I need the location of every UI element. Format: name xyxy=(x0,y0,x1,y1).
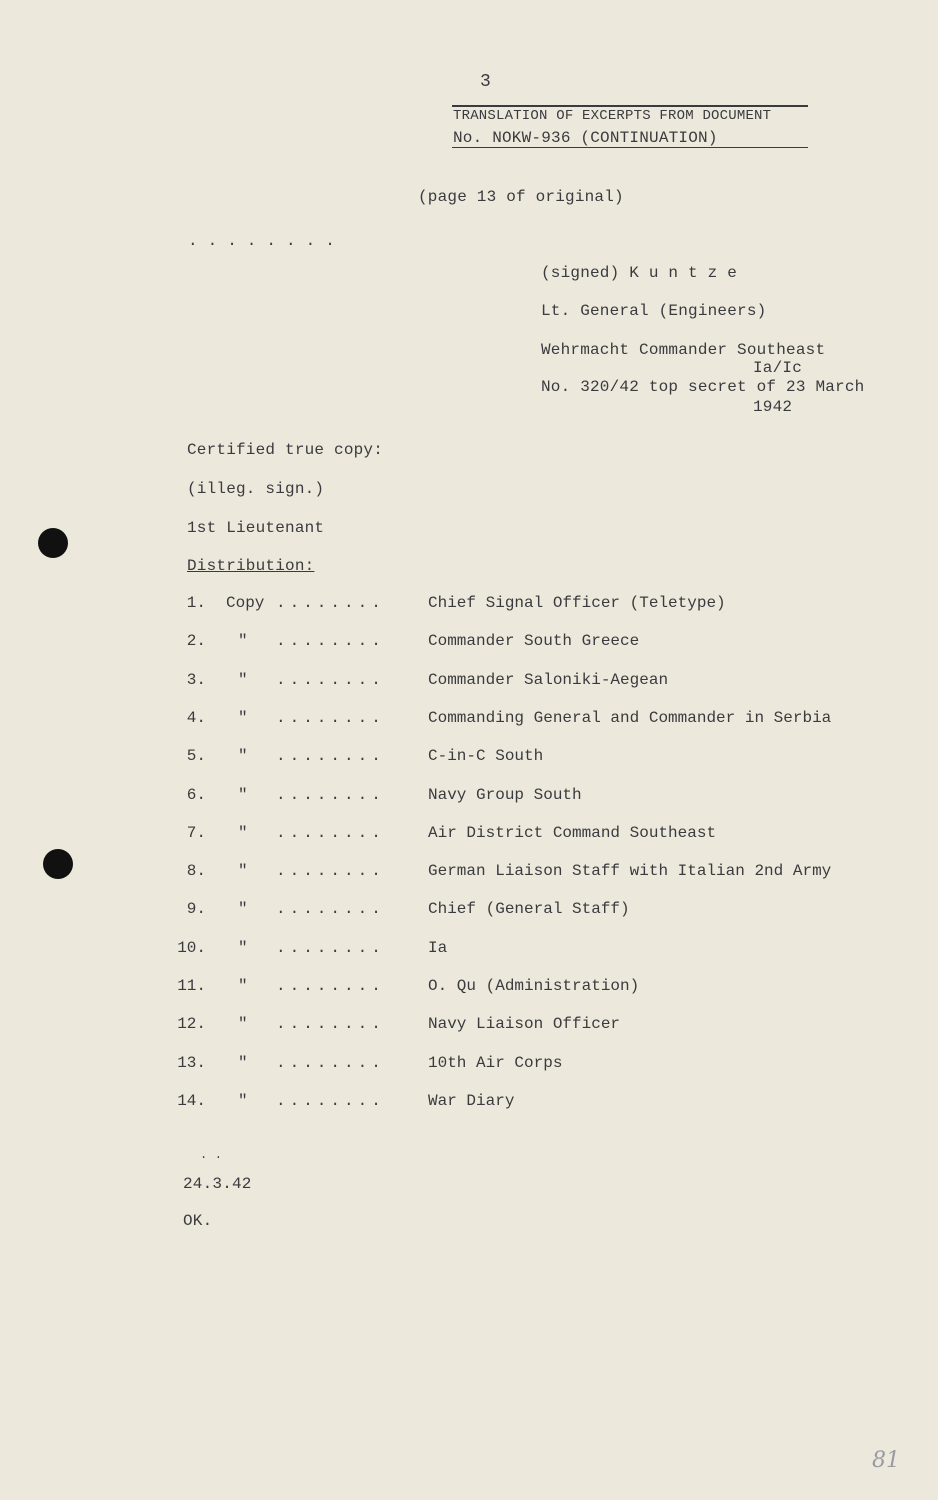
dot-leader: ........ xyxy=(276,900,385,918)
distribution-number: 5. xyxy=(186,747,206,765)
ditto-mark: " xyxy=(238,939,248,957)
ditto-mark: " xyxy=(238,632,248,650)
distribution-number: 8. xyxy=(186,862,206,880)
signer-rank: Lt. General (Engineers) xyxy=(541,302,767,320)
distribution-number: 12. xyxy=(177,1015,206,1033)
footer-date: 24.3.42 xyxy=(183,1175,252,1193)
distribution-recipient: Commanding General and Commander in Serbia xyxy=(428,709,832,727)
ditto-mark: " xyxy=(238,862,248,880)
footer-dots: . . xyxy=(200,1148,223,1162)
dot-leader: ........ xyxy=(276,939,385,957)
ditto-mark: " xyxy=(238,671,248,689)
ditto-mark: " xyxy=(238,747,248,765)
dot-leader: ........ xyxy=(276,709,385,727)
distribution-number: 6. xyxy=(186,786,206,804)
certified-copy: Certified true copy: xyxy=(187,441,384,459)
source-page-note: (page 13 of original) xyxy=(418,188,624,206)
distribution-number: 1. xyxy=(186,594,206,612)
distribution-number: 2. xyxy=(186,632,206,650)
distribution-recipient: O. Qu (Administration) xyxy=(428,977,640,995)
distribution-number: 4. xyxy=(186,709,206,727)
copy-word: Copy xyxy=(226,594,265,612)
distribution-recipient: Commander Saloniki-Aegean xyxy=(428,671,669,689)
page-number: 3 xyxy=(480,72,492,92)
signer-section: Ia/Ic xyxy=(753,359,803,377)
ditto-mark: " xyxy=(238,1054,248,1072)
title-rule-top xyxy=(452,105,808,107)
dot-leader: ........ xyxy=(276,862,385,880)
distribution-recipient: Chief (General Staff) xyxy=(428,900,630,918)
certifier-rank: 1st Lieutenant xyxy=(187,519,325,537)
ditto-mark: " xyxy=(238,1015,248,1033)
distribution-recipient: German Liaison Staff with Italian 2nd Army xyxy=(428,862,832,880)
dot-leader: ........ xyxy=(276,671,385,689)
dot-leader: ........ xyxy=(276,1092,385,1110)
ditto-mark: " xyxy=(238,1092,248,1110)
dot-leader: ........ xyxy=(276,824,385,842)
title-rule-bottom xyxy=(452,147,808,148)
distribution-recipient: Ia xyxy=(428,939,448,957)
ditto-mark: " xyxy=(238,709,248,727)
signer-office: Wehrmacht Commander Southeast xyxy=(541,341,826,359)
dot-leader: ........ xyxy=(276,594,385,612)
ditto-mark: " xyxy=(238,786,248,804)
dot-leader: ........ xyxy=(276,632,385,650)
distribution-recipient: Air District Command Southeast xyxy=(428,824,717,842)
dot-leader: ........ xyxy=(276,786,385,804)
omission-ellipsis: . . . . . . . . xyxy=(188,232,336,250)
distribution-recipient: Chief Signal Officer (Teletype) xyxy=(428,594,726,612)
handwritten-page-number: 81 xyxy=(872,1448,900,1473)
dot-leader: ........ xyxy=(276,1054,385,1072)
reference-year: 1942 xyxy=(753,398,793,416)
distribution-recipient: Navy Group South xyxy=(428,786,582,804)
ditto-mark: " xyxy=(238,900,248,918)
illegible-signature: (illeg. sign.) xyxy=(187,480,325,498)
distribution-number: 3. xyxy=(186,671,206,689)
document-title: TRANSLATION OF EXCERPTS FROM DOCUMENT xyxy=(453,108,772,124)
distribution-number: 13. xyxy=(177,1054,206,1072)
distribution-recipient: 10th Air Corps xyxy=(428,1054,563,1072)
distribution-number: 7. xyxy=(186,824,206,842)
document-number: No. NOKW-936 (CONTINUATION) xyxy=(453,129,718,147)
punch-hole-bottom xyxy=(43,849,73,879)
distribution-number: 9. xyxy=(186,900,206,918)
dot-leader: ........ xyxy=(276,977,385,995)
ditto-mark: " xyxy=(238,977,248,995)
distribution-recipient: Navy Liaison Officer xyxy=(428,1015,621,1033)
punch-hole-top xyxy=(38,528,68,558)
distribution-recipient: C-in-C South xyxy=(428,747,544,765)
distribution-recipient: War Diary xyxy=(428,1092,515,1110)
distribution-heading: Distribution: xyxy=(187,557,315,575)
distribution-number: 11. xyxy=(177,977,206,995)
distribution-recipient: Commander South Greece xyxy=(428,632,640,650)
reference-line: No. 320/42 top secret of 23 March xyxy=(541,378,865,396)
distribution-number: 10. xyxy=(177,939,206,957)
distribution-number: 14. xyxy=(177,1092,206,1110)
footer-ok: OK. xyxy=(183,1212,213,1230)
dot-leader: ........ xyxy=(276,747,385,765)
signed-line: (signed) K u n t z e xyxy=(541,264,738,282)
ditto-mark: " xyxy=(238,824,248,842)
dot-leader: ........ xyxy=(276,1015,385,1033)
